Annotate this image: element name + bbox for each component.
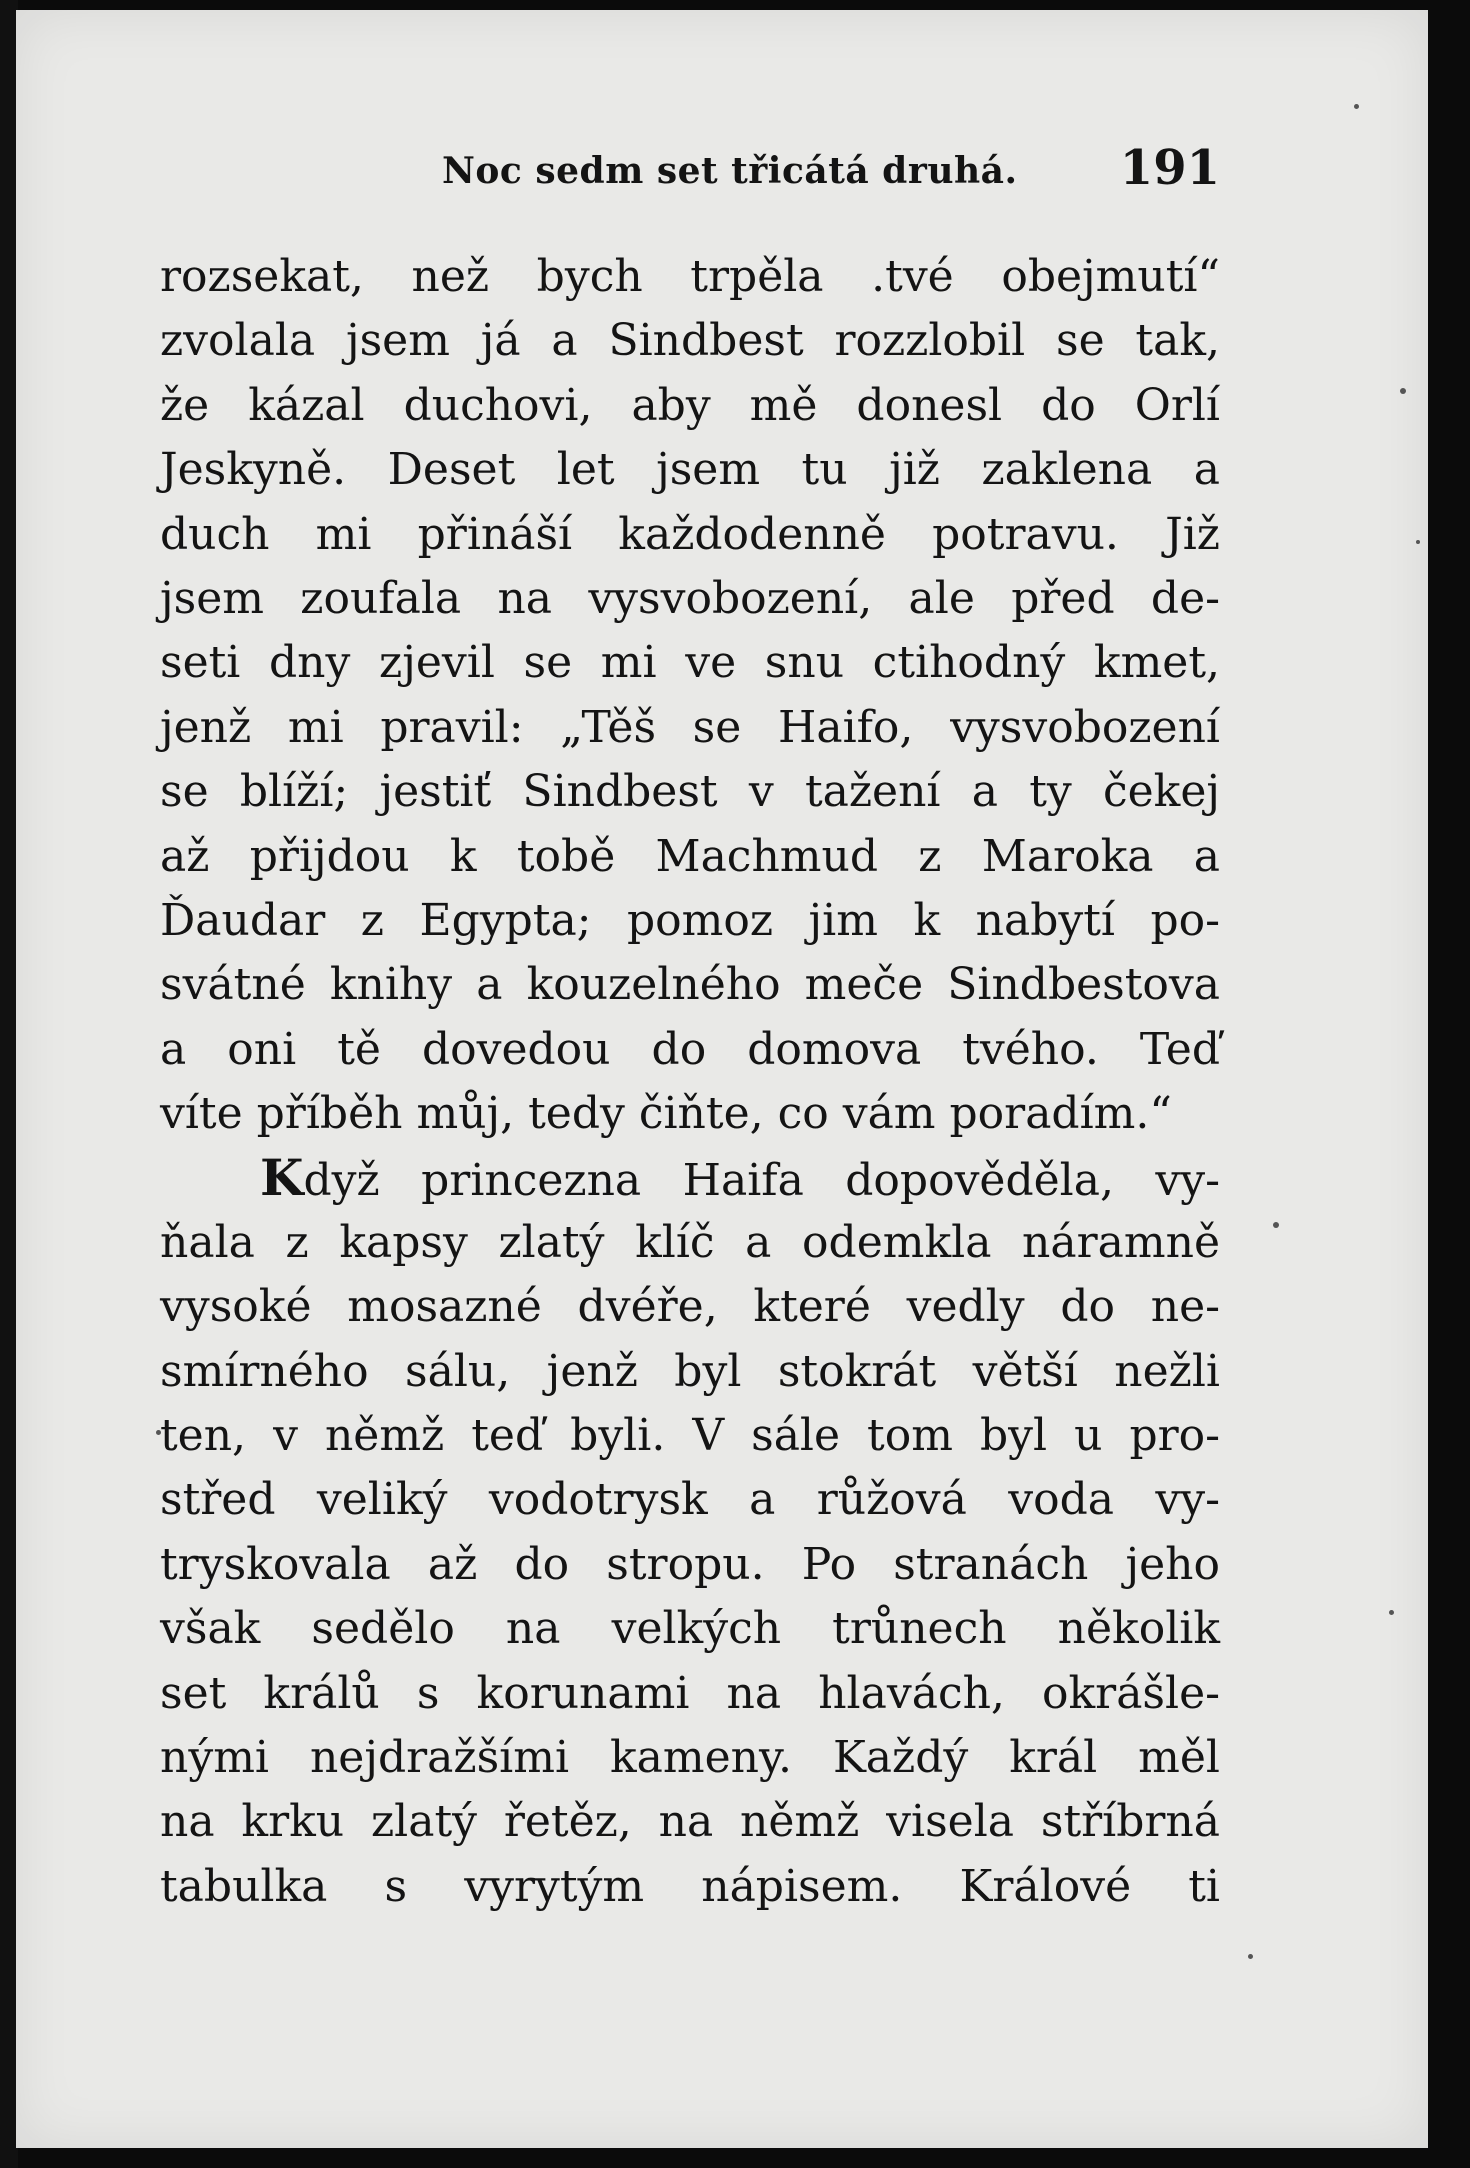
text-line: duch mi přináší každodenně potravu. Již xyxy=(160,508,1220,560)
text-line: však sedělo na velkých trůnech několik xyxy=(160,1603,1220,1655)
text-line: nými nejdražšími kameny. Každý král měl xyxy=(160,1731,1220,1783)
text-line: tryskovala až do stropu. Po stranách jeho xyxy=(160,1538,1220,1590)
text-line: seti dny zjevil se mi ve snu ctihodný kmet, xyxy=(160,637,1220,689)
text-line: svátné knihy a kouzelného meče Sindbestova xyxy=(160,959,1220,1011)
text-line: že kázal duchovi, aby mě donesl do Orlí xyxy=(160,379,1220,431)
paper-speck xyxy=(1248,1954,1253,1959)
first-line-text: dyž princezna Haifa dopověděla, vy- xyxy=(303,1155,1220,1207)
chapter-title: Noc sedm set třicátá druhá. xyxy=(442,150,1018,192)
text-line-first xyxy=(160,1146,1220,1210)
paragraph-2 xyxy=(160,1146,1220,1919)
text-line: se blíží; jestiť Sindbest v tažení a ty čekej xyxy=(160,766,1220,818)
text-line: Ďaudar z Egypta; pomoz jim k nabytí po- xyxy=(160,894,1220,946)
text-line: tabulka s vyrytým nápisem. Králové ti xyxy=(160,1860,1220,1912)
text-line: smírného sálu, jenž byl stokrát větší nežli xyxy=(160,1345,1220,1397)
paper-speck xyxy=(1273,1222,1279,1228)
text-line: rozsekat, než bych trpěla .tvé obejmutí“ xyxy=(160,251,1220,302)
text-line: Jeskyně. Deset let jsem tu již zaklena a xyxy=(160,444,1220,496)
text-line: vysoké mosazné dvéře, které vedly do ne- xyxy=(160,1281,1220,1333)
paper-speck xyxy=(1389,1610,1394,1615)
paragraph-1 xyxy=(160,245,1220,1146)
text-line: jenž mi pravil: „Těš se Haifo, vysvobození xyxy=(160,701,1220,753)
text-line: ten, v němž teď byli. V sále tom byl u pro- xyxy=(160,1410,1220,1462)
text-line: zvolala jsem já a Sindbest rozzlobil se tak, xyxy=(160,315,1220,367)
running-head xyxy=(160,140,1220,204)
paper-speck xyxy=(1416,540,1420,544)
text-line: a oni tě dovedou do domova tvého. Teď xyxy=(160,1023,1220,1075)
body-text xyxy=(160,245,1220,1919)
page-number: 191 xyxy=(1119,140,1220,196)
initial-letter: K xyxy=(260,1148,304,1208)
text-line: víte příběh můj, tedy čiňte, co vám poradím.“ xyxy=(160,1088,1172,1140)
text-line: střed veliký vodotrysk a růžová voda vy- xyxy=(160,1474,1220,1526)
text-line: set králů s korunami na hlavách, okrášle- xyxy=(160,1667,1220,1719)
paper-speck xyxy=(1354,104,1359,109)
text-line: na krku zlatý řetěz, na němž visela stříbrná xyxy=(160,1796,1220,1848)
text-line: ňala z kapsy zlatý klíč a odemkla náramně xyxy=(160,1216,1220,1268)
text-line: až přijdou k tobě Machmud z Maroka a xyxy=(160,830,1220,882)
paper-speck xyxy=(1400,388,1406,394)
text-line: jsem zoufala na vysvobození, ale před de- xyxy=(160,572,1220,624)
